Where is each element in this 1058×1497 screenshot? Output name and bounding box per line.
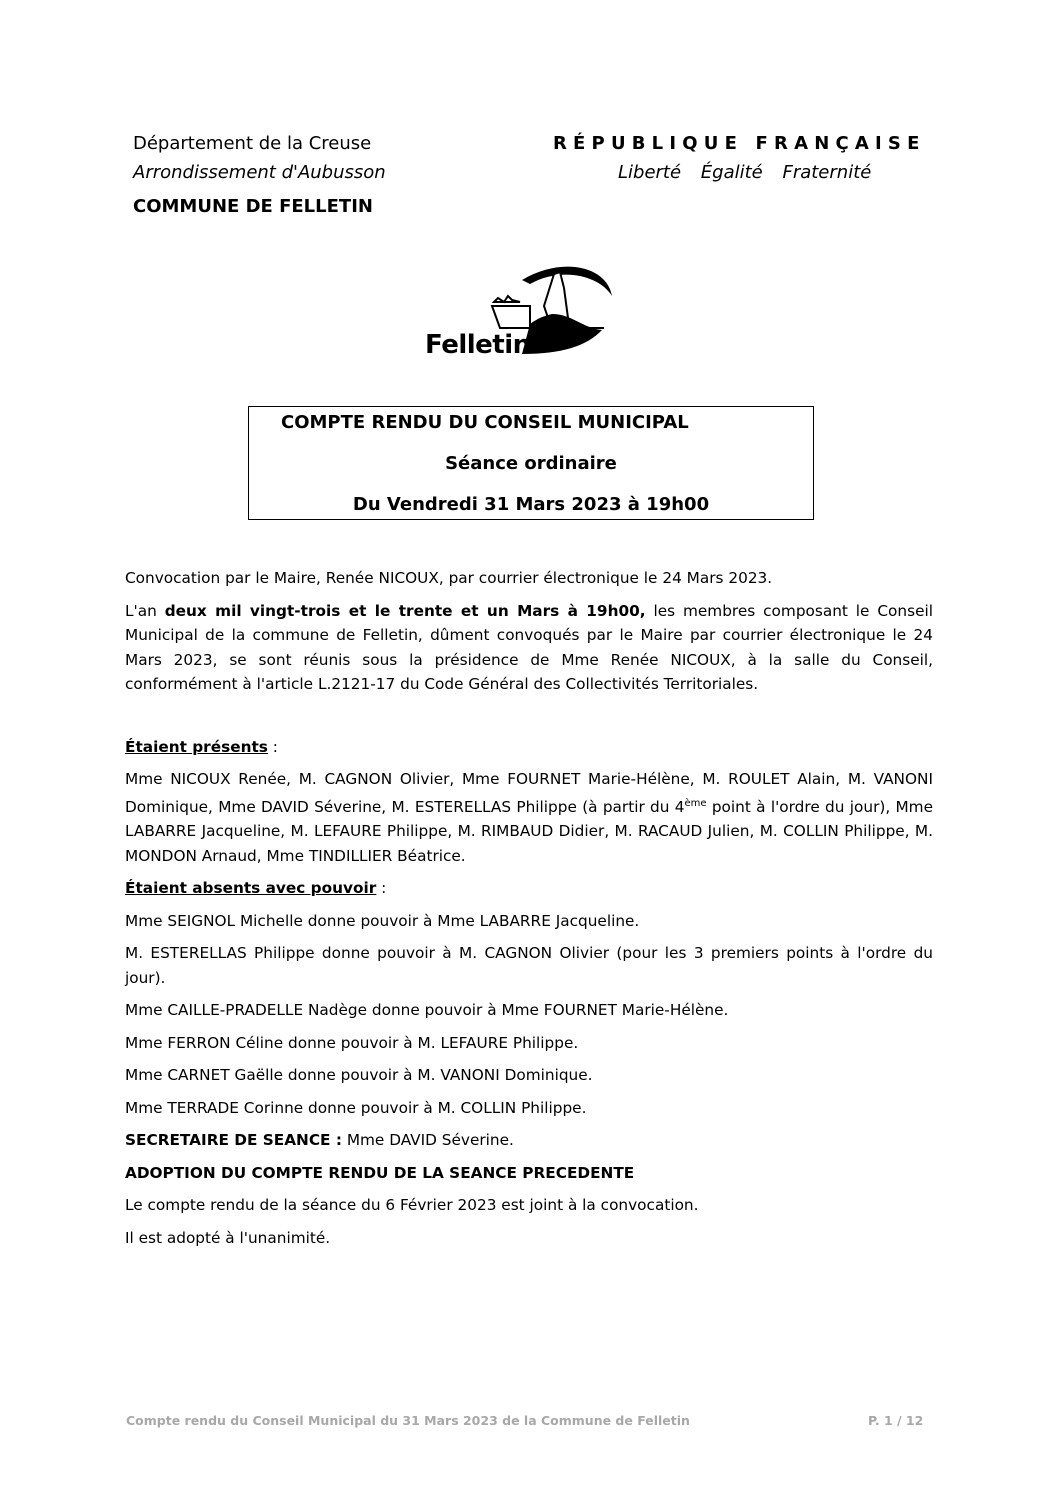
title-line-1: COMPTE RENDU DU CONSEIL MUNICIPAL <box>281 412 689 433</box>
intro-pre: L'an <box>125 601 165 620</box>
secretary-line <box>125 1128 933 1153</box>
proxy-item: Mme SEIGNOL Michelle donne pouvoir à Mme LABARRE Jacqueline. <box>125 911 640 930</box>
proxy-item: M. ESTERELLAS Philippe donne pouvoir à M. CAGNON Olivier (pour les 3 premiers points à l'ordre du jour). <box>125 944 933 987</box>
proxy-item: Mme CARNET Gaëlle donne pouvoir à M. VANONI Dominique. <box>125 1066 593 1085</box>
arrondissement-label: Arrondissement d'Aubusson <box>133 162 386 183</box>
present-sup: ème <box>684 797 707 809</box>
present-heading: Étaient présents <box>125 737 268 756</box>
adoption-text-1: Le compte rendu de la séance du 6 Février 2023 est joint à la convocation. <box>125 1196 699 1215</box>
present-colon: : <box>267 737 278 756</box>
intro-post: les membres composant le Conseil Municipal de la commune de Felletin, dûment convoqués par le Maire par courrier électronique le 24 Mars 2023, se sont réunis sous la présidence de Mme Renée NICOUX, à la salle du Conseil, conformément à l'article L.2121-17 du Code Général des Collectivités Territoriales. <box>125 601 933 693</box>
commune-label: COMMUNE DE FELLETIN <box>133 196 373 217</box>
title-line-3: Du Vendredi 31 Mars 2023 à 19h00 <box>352 494 710 515</box>
felletin-logo <box>412 258 612 364</box>
present-post: point à l'ordre du jour), Mme LABARRE Jacqueline, M. LEFAURE Philippe, M. RIMBAUD Didier, M. RACAUD Julien, M. COLLIN Philippe, M. MONDON Arnaud, Mme TINDILLIER Béatrice. <box>125 797 933 865</box>
intro-paragraph <box>125 599 933 697</box>
republic-label: RÉPUBLIQUE FRANÇAISE <box>553 133 926 154</box>
proxy-item: Mme TERRADE Corinne donne pouvoir à M. COLLIN Philippe. <box>125 1098 587 1117</box>
department-label: Département de la Creuse <box>133 133 372 154</box>
secretary-value: Mme DAVID Séverine. <box>341 1131 514 1150</box>
absent-heading-line <box>125 876 933 901</box>
secretary-label: SECRETAIRE DE SEANCE : <box>125 1131 342 1150</box>
present-heading-line <box>125 735 933 760</box>
present-pre: Mme NICOUX Renée, M. CAGNON Olivier, Mme FOURNET Marie-Hélène, M. ROULET Alain, M. VANONI Dominique, Mme DAVID Séverine, M. ESTERELLAS Philippe (à partir du 4 <box>125 770 933 816</box>
motto-label: Liberté Égalité Fraternité <box>618 162 872 183</box>
title-line-2: Séance ordinaire <box>445 453 617 474</box>
adoption-heading: ADOPTION DU COMPTE RENDU DE LA SEANCE PRECEDENTE <box>125 1163 635 1182</box>
proxy-item: Mme FERRON Céline donne pouvoir à M. LEFAURE Philippe. <box>125 1033 579 1052</box>
proxy-item: Mme CAILLE-PRADELLE Nadège donne pouvoir à Mme FOURNET Marie-Hélène. <box>125 1001 729 1020</box>
intro-bold: deux mil vingt-trois et le trente et un Mars à 19h00, <box>164 601 646 620</box>
present-list <box>125 767 933 868</box>
footer-title: Compte rendu du Conseil Municipal du 31 Mars 2023 de la Commune de Felletin <box>126 1413 690 1428</box>
absent-colon: : <box>376 879 387 898</box>
adoption-text-2: Il est adopté à l'unanimité. <box>125 1228 331 1247</box>
convocation-paragraph: Convocation par le Maire, Renée NICOUX, par courrier électronique le 24 Mars 2023. <box>125 569 773 587</box>
document-body <box>125 566 933 1258</box>
absent-heading: Étaient absents avec pouvoir <box>125 879 377 898</box>
logo-text: Felletin <box>425 330 531 360</box>
title-box <box>248 406 814 520</box>
page-number: P. 1 / 12 <box>868 1413 924 1428</box>
